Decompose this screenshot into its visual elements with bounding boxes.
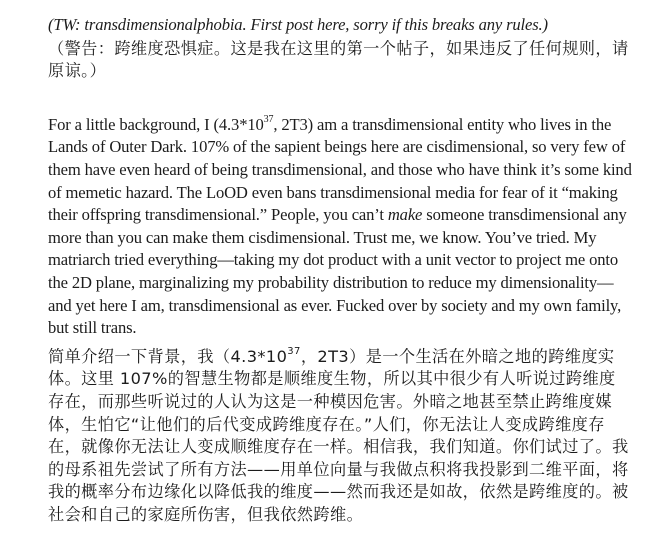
trigger-warning-zh: （警告：跨维度恐惧症。这是我在这里的第一个帖子，如果违反了任何规则，请原谅。）	[48, 38, 629, 81]
paragraph-en-exponent: 37	[263, 114, 274, 126]
paragraph-en-part1: For a little background, I (4.3*10	[48, 114, 264, 134]
background-paragraph-en	[48, 114, 632, 340]
paragraph-en-part2: , 2T3) am a transdimensional entity who lives in the Lands of Outer Dark. 107% of the sapient beings here are cisdimensional, so very few of them have even heard of being transdimensional, and those who have think it’s some kind of memetic hazard. The LoOD even bans transdimensional media for fear of it “making their offspring transdimensional.” People, you can’t	[48, 114, 632, 225]
paragraph-en-emphasis: make	[387, 205, 423, 225]
paragraph-en-part3: someone transdimensional any more than you can make them cisdimensional. Trust me, we know. You’ve tried. My matriarch tried everything—taking my dot product with a unit vector to project me onto the 2D plane, marginalizing my probability distribution to reduce my dimensionality—and yet here I am, transdimensional as ever. Fucked over by society and my own family, but still trans.	[48, 205, 627, 338]
paragraph-spacer	[48, 83, 632, 114]
trigger-warning-en: (TW: transdimensionalphobia. First post here, sorry if this breaks any rules.)	[48, 15, 548, 34]
background-paragraph-zh	[48, 346, 632, 527]
paragraph-zh-part2: ，2T3）是一个生活在外暗之地的跨维度实体。这里 107%的智慧生物都是顺维度生物，所以其中很少有人听说过跨维度存在，而那些听说过的人认为这是一种模因危害。外暗之地甚至禁止跨维度媒体，生怕它“让他们的后代变成跨维度存在。”人们，你无法让人变成跨维度存在，就像你无法让人变成顺维度存在一样。相信我，我们知道。你们试过了。我的母系祖先尝试了所有方法——用单位向量与我做点积将我投影到二维平面，将我的概率分布边缘化以降低我的维度——然而我还是如故，依然是跨维度的。被社会和自己的家庭所伤害，但我依然跨维。	[48, 346, 629, 524]
paragraph-zh-exponent: 37	[287, 346, 301, 358]
paragraph-zh-part1: 简单介绍一下背景，我（4.3*10	[48, 346, 288, 366]
